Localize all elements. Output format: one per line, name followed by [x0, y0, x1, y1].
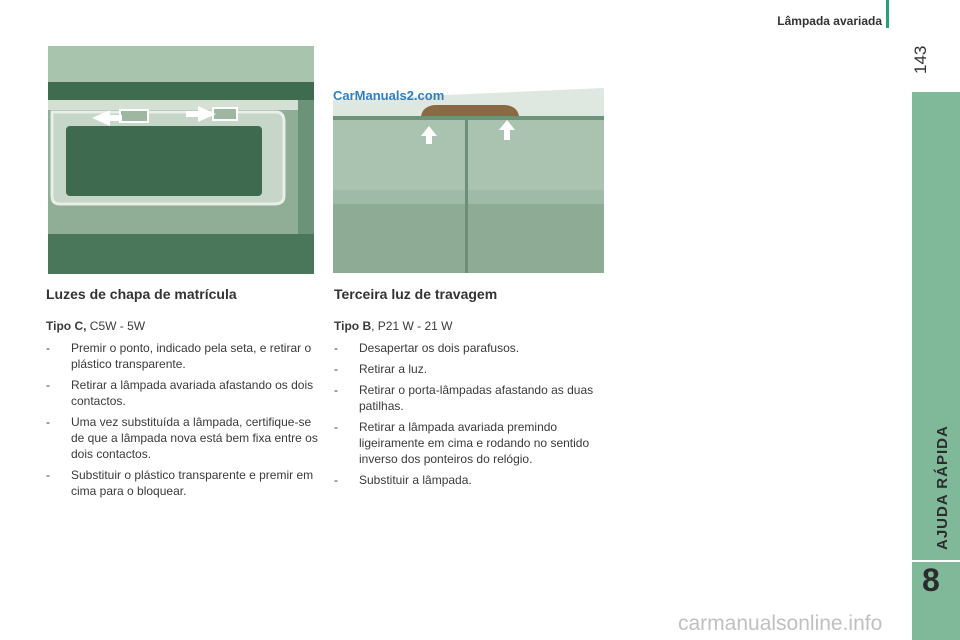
step-text: Uma vez substituída a lâmpada, certifique-se de que a lâmpada nova está bem fixa entre os dois contactos.	[71, 415, 318, 461]
brake-light-section-title: Terceira luz de travagem	[334, 286, 498, 302]
bulb-type-line	[46, 318, 322, 334]
step-marker: -	[334, 383, 338, 397]
step-text: Desapertar os dois parafusos.	[359, 341, 520, 355]
step-marker: -	[334, 473, 338, 487]
bulb-type-value: , P21 W - 21 W	[371, 319, 453, 333]
step-item	[334, 340, 609, 356]
step-item	[334, 361, 609, 377]
chapter-title: AJUDA RÁPIDA	[934, 425, 951, 550]
step-item	[46, 377, 322, 409]
license-plate-light-illustration	[48, 46, 314, 274]
step-marker: -	[334, 341, 338, 355]
brake-light-section	[334, 286, 609, 493]
step-item	[334, 382, 609, 414]
step-marker: -	[46, 341, 50, 355]
step-item	[46, 414, 322, 462]
step-marker: -	[46, 468, 50, 482]
chapter-side-tab	[912, 92, 960, 640]
header-title: Lâmpada avariada	[777, 14, 882, 28]
license-plate-section-title: Luzes de chapa de matrícula	[46, 286, 237, 302]
bulb-type-line	[334, 318, 609, 334]
step-text: Substituir a lâmpada.	[359, 473, 472, 487]
step-marker: -	[46, 378, 50, 392]
step-item	[46, 467, 322, 499]
step-item	[46, 340, 322, 372]
bulb-type-label: Tipo B	[334, 319, 372, 333]
step-marker: -	[46, 415, 50, 429]
step-text: Retirar o porta-lâmpadas afastando as duas patilhas.	[359, 383, 594, 413]
third-brake-light-illustration	[333, 86, 604, 273]
bulb-type-value: C5W - 5W	[86, 319, 146, 333]
page-number: 143	[911, 45, 930, 74]
license-plate-section	[46, 286, 322, 504]
step-text: Retirar a lâmpada avariada afastando os dois contactos.	[71, 378, 314, 408]
step-marker: -	[334, 420, 338, 434]
step-text: Premir o ponto, indicado pela seta, e retirar o plástico transparente.	[71, 341, 312, 371]
step-text: Retirar a lâmpada avariada premindo ligeiramente em cima e rodando no sentido inverso dos ponteiros do relógio.	[359, 420, 590, 466]
step-text: Substituir o plástico transparente e premir em cima para o bloquear.	[71, 468, 314, 498]
bulb-type-label: Tipo C,	[46, 319, 87, 333]
step-marker: -	[334, 362, 338, 376]
step-text: Retirar a luz.	[359, 362, 428, 376]
step-item	[334, 419, 609, 467]
step-item	[334, 472, 609, 488]
header-accent-line	[886, 0, 889, 28]
chapter-number: 8	[922, 562, 940, 598]
watermark-top: CarManuals2.com	[333, 88, 445, 103]
watermark-bottom: carmanualsonline.info	[678, 612, 883, 635]
